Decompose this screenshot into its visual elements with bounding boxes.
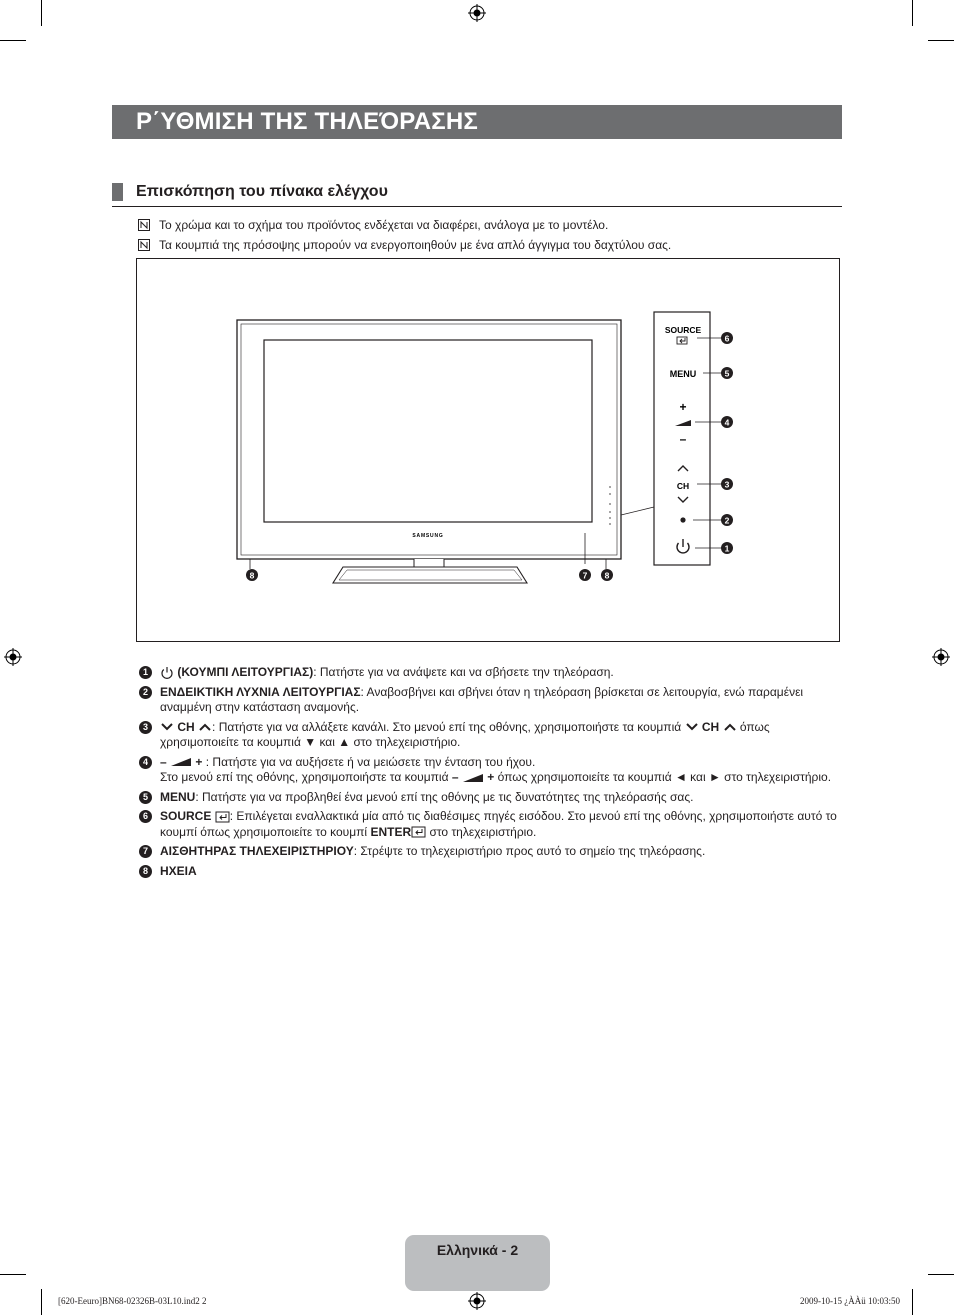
svg-text:8: 8 [604,570,610,581]
crop-mark [912,0,913,26]
callout-8-right [601,569,613,581]
note-text: Το χρώμα και το σχήμα του προϊόντος ενδέχεται να διαφέρει, ανάλογα με το μοντέλο. [159,218,609,232]
enter-icon [215,811,230,823]
registration-mark-icon [932,648,950,666]
crop-mark [41,0,42,26]
callout-3 [721,478,733,490]
callout-7 [579,569,591,581]
item-term: ΑΙΣΘΗΤΗΡΑΣ ΤΗΛΕΧΕΙΡΙΣΤΗΡΙΟΥ [160,844,354,858]
item-term: ENTER [370,824,412,839]
callout-2 [721,514,733,526]
volume-minus-symbol: – [160,754,167,769]
menu-label[interactable]: MENU [669,369,697,379]
volume-plus-symbol: + [195,754,203,769]
chevron-down-icon [160,722,174,732]
svg-text:6: 6 [724,333,730,344]
control-panel-diagram [136,258,840,642]
note-item [138,218,608,232]
callout-5 [721,367,733,379]
volume-minus-symbol: – [451,770,459,784]
callout-1 [721,542,733,554]
item-text: όπως χρησιμοποιείτε τα κουμπιά ◄ και ► στο τηλεχειριστήριο. [497,770,832,784]
crop-mark [912,1289,913,1315]
svg-text:7: 7 [582,570,588,581]
volume-wedge-icon [462,773,484,783]
crop-mark [0,40,26,41]
chevron-down-icon [685,722,699,732]
note-text: Τα κουμπιά της πρόσοψης μπορούν να ενεργοποιηθούν με ένα απλό άγγιγμα του δαχτύλου σας. [159,238,672,252]
list-item [136,790,848,806]
panel-leader-line [621,507,654,515]
item-text: : Πατήστε για να προβληθεί ένα μενού επί της οθόνης με τις δυνατότητες της τηλεόρασής σας. [195,789,694,804]
registration-mark-icon [4,648,22,666]
callout-4 [721,416,733,428]
volume-plus-label[interactable]: + [679,400,687,414]
item-number: 8 [139,865,152,878]
item-number: 4 [139,756,152,769]
item-term: CH [701,719,720,734]
item-term: CH [177,719,195,734]
tv-stand-base [333,567,527,583]
callout-6 [721,332,733,344]
item-text: : Πατήστε για να αυξήσετε ή να μειώσετε την ένταση του ήχου. [205,754,536,769]
page-title: Ρ΄ΥΘΜΙΣΗ ΤΗΣ ΤΗΛΕΌΡΑΣΗΣ [136,108,478,135]
volume-minus-label[interactable]: – [679,432,687,446]
callout-8-left [246,569,258,581]
note-item [138,238,671,252]
volume-wedge-icon [170,757,192,767]
chevron-up-icon [723,722,737,732]
list-item [136,809,848,840]
registration-mark-icon [468,1292,486,1310]
section-marker [112,183,123,201]
power-icon [160,666,174,679]
item-text: : Πατήστε για να ανάψετε και να σβήσετε την τηλεόραση. [313,665,614,679]
item-text: Στο μενού επί της οθόνης, χρησιμοποιήστε τα κουμπιά [160,770,449,784]
item-text: στο τηλεχειριστήριο. [429,824,537,839]
power-indicator-dot [680,517,685,522]
print-slug-left: [620-Eeuro]BN68-02326B-03L10.ind2 2 [58,1296,207,1306]
list-item [136,844,848,860]
item-term: (ΚΟΥΜΠΙ ΛΕΙΤΟΥΡΓΙΑΣ) [177,665,314,679]
list-item [136,755,848,786]
tv-screen [264,340,592,522]
section-title: Επισκόπηση του πίνακα ελέγχου [136,183,388,200]
control-descriptions [136,665,848,883]
registration-mark-icon [468,4,486,22]
item-number: 7 [139,845,152,858]
svg-text:3: 3 [724,479,730,490]
channel-label: CH [676,481,690,491]
crop-mark [928,1274,954,1275]
page-title-bar [112,105,842,139]
print-slug-right: 2009-10-15 ¿ÀÀü 10:03:50 [800,1296,900,1306]
item-term: MENU [160,789,196,804]
item-number: 6 [139,810,152,823]
list-item [136,665,848,681]
crop-mark [41,1289,42,1315]
page-number-tab [405,1235,550,1291]
note-icon [138,239,150,251]
item-term: ΗΧΕΙΑ [160,863,197,878]
item-text: : Πατήστε για να αλλάξετε κανάλι. Στο μενού επί της οθόνης, χρησιμοποιήστε τα κουμπιά [212,719,682,734]
list-item [136,864,848,880]
note-icon [138,219,150,231]
item-number: 3 [139,721,152,734]
enter-icon [411,826,426,838]
item-number: 1 [139,666,152,679]
svg-text:4: 4 [724,417,730,428]
item-term: ΕΝΔΕΙΚΤΙΚΗ ΛΥΧΝΙΑ ΛΕΙΤΟΥΡΓΙΑΣ [160,684,361,699]
volume-plus-symbol: + [487,770,495,784]
item-number: 5 [139,791,152,804]
item-number: 2 [139,686,152,699]
tv-brand-logo: SAMSUNG [412,533,444,539]
crop-mark [0,1274,26,1275]
svg-text:1: 1 [724,543,730,554]
tv-illustration [137,259,839,641]
item-text: όπως χρησιμοποιείτε τα κουμπιά ▼ και ▲ στο τηλεχειριστήριο. [160,719,770,749]
chevron-up-icon [198,722,212,732]
item-text: : Επιλέγεται εναλλακτικά μία από τις διαθέσιμες πηγές εισόδου. Στο μενού επί της οθόνης, χρησιμοποιήστε αυτό το κουμπί όπως χρησιμοποιείτε το κουμπί [160,809,837,839]
crop-mark [928,40,954,41]
list-item [136,720,848,751]
item-text: : Στρέψτε το τηλεχειριστήριο προς αυτό το σημείο της τηλεόρασης. [353,844,706,858]
svg-text:2: 2 [724,515,730,526]
svg-text:8: 8 [249,570,255,581]
item-term: SOURCE [160,809,212,823]
source-label[interactable]: SOURCE [664,325,702,335]
item-text: : Αναβοσβήνει και σβήνει όταν η τηλεόραση βρίσκεται σε λειτουργία, ενώ παραμένει αναμμένη στην κατάσταση αναμονής. [160,684,804,714]
svg-text:5: 5 [724,368,730,379]
page-number: Ελληνικά - 2 [436,1242,519,1258]
list-item [136,685,848,716]
section-heading [112,180,842,207]
